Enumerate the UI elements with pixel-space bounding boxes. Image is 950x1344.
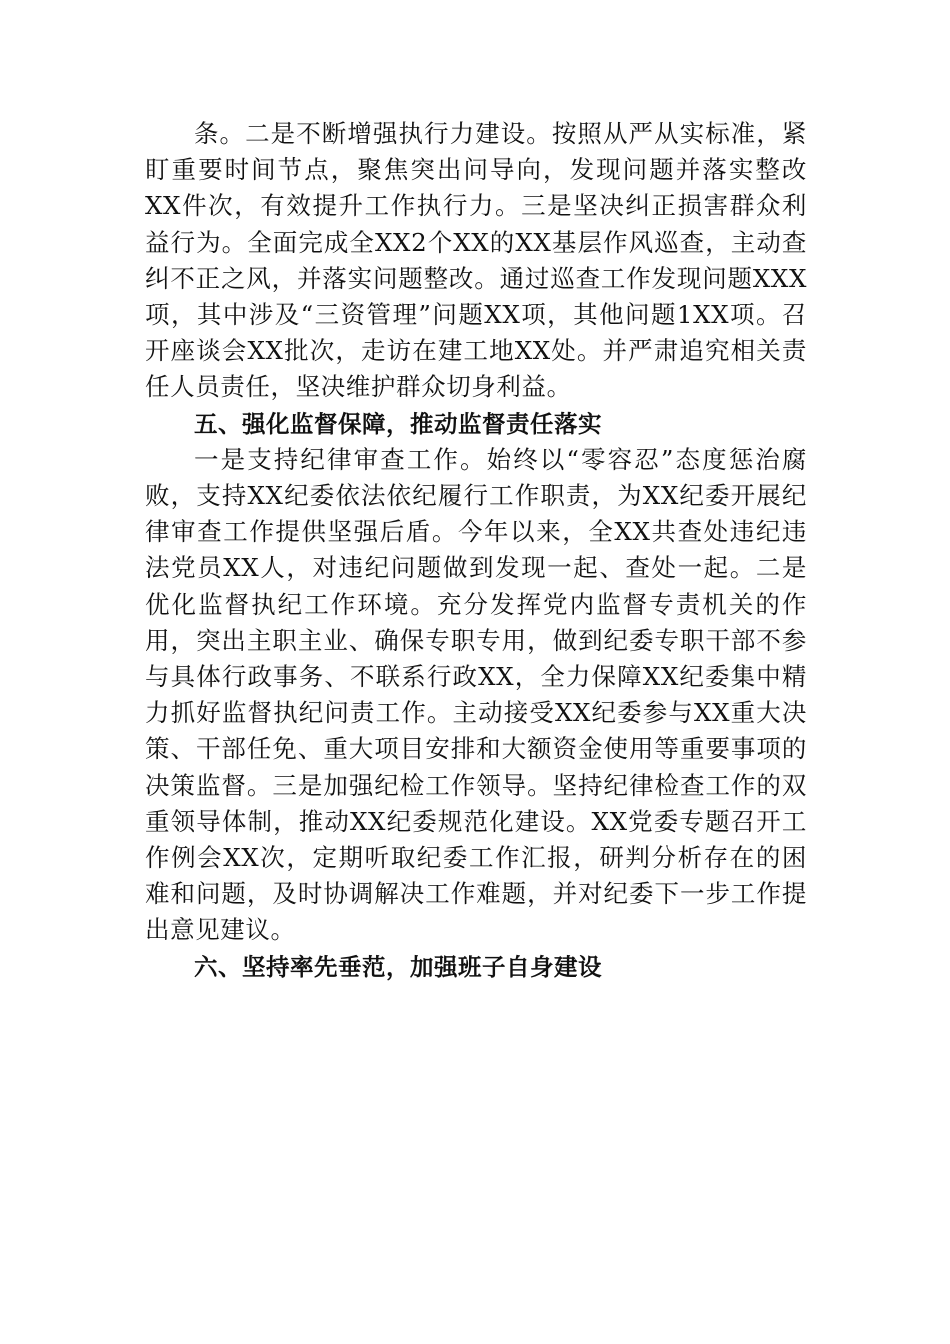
document-body: [145, 116, 807, 985]
section-heading-six: 六、坚持率先垂范，加强班子自身建设: [194, 952, 602, 981]
paragraph-execution-and-inspection: 条。二是不断增强执行力建设。按照从严从实标准，紧盯重要时间节点，聚焦突出问导向，发现问题并落实整改XX件次，有效提升工作执行力。三是坚决纠正损害群众利益行为。全面完成全XX2个XX的XX基层作风巡查，主动查纠不正之风，并落实问题整改。通过巡查工作发现问题XXX项，其中涉及“三资管理”问题XX项，其他问题1XX项。召开座谈会XX批次，走访在建工地XX处。并严肃追究相关责任人员责任，坚决维护群众切身利益。: [145, 119, 807, 402]
paragraph-supervision-support: 一是支持纪律审查工作。始终以“零容忍”态度惩治腐败，支持XX纪委依法依纪履行工作职责，为XX纪委开展纪律审查工作提供坚强后盾。今年以来，全XX共查处违纪违法党员XX人，对违纪问题做到发现一起、查处一起。二是优化监督执纪工作环境。充分发挥党内监督专责机关的作用，突出主职主业、确保专职专用，做到纪委专职干部不参与具体行政事务、不联系行政XX，全力保障XX纪委集中精力抓好监督执纪问责工作。主动接受XX纪委参与XX重大决策、干部任免、重大项目安排和大额资金使用等重要事项的决策监督。三是加强纪检工作领导。坚持纪律检查工作的双重领导体制，推动XX纪委规范化建设。XX党委专题召开工作例会XX次，定期听取纪委工作汇报，研判分析存在的困难和问题，及时协调解决工作难题，并对纪委下一步工作提出意见建议。: [145, 444, 807, 945]
section-heading-five: 五、强化监督保障，推动监督责任落实: [194, 409, 602, 438]
